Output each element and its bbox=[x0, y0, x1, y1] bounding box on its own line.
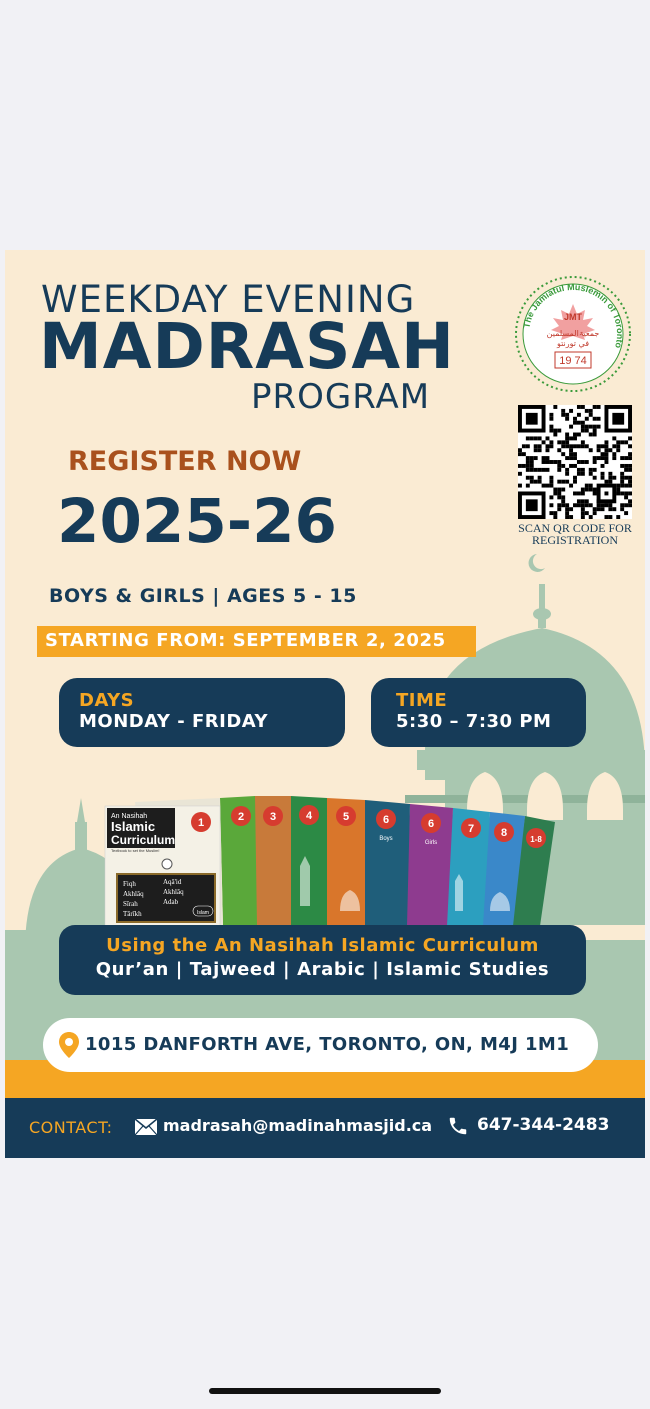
address-text: 1015 DANFORTH AVE, TORONTO, ON, M4J 1M1 bbox=[85, 1034, 570, 1055]
contact-label: CONTACT: bbox=[29, 1118, 113, 1137]
svg-text:2: 2 bbox=[237, 811, 245, 823]
phone-link[interactable]: 647-344-2483 bbox=[477, 1115, 610, 1135]
time-label: TIME bbox=[396, 690, 448, 711]
svg-text:JMT: JMT bbox=[564, 312, 582, 322]
svg-text:Aqā'id: Aqā'id bbox=[163, 878, 182, 886]
contact-band bbox=[5, 1098, 645, 1158]
svg-text:Girls: Girls bbox=[424, 840, 438, 846]
school-year: 2025-26 bbox=[57, 486, 337, 557]
start-date-text: STARTING FROM: SEPTEMBER 2, 2025 bbox=[45, 630, 446, 651]
svg-text:Fiqh: Fiqh bbox=[123, 880, 136, 888]
registration-qr-code[interactable] bbox=[518, 405, 632, 519]
curriculum-line-2: Qur’an | Tajweed | Arabic | Islamic Studies bbox=[95, 959, 550, 980]
days-label: DAYS bbox=[79, 690, 135, 711]
svg-text:Sīrah: Sīrah bbox=[123, 900, 138, 908]
time-pill bbox=[371, 678, 586, 747]
svg-text:7: 7 bbox=[467, 823, 475, 835]
svg-text:في تورنتو: في تورنتو bbox=[556, 339, 590, 348]
curriculum-line-1: Using the An Nasihah Islamic Curriculum bbox=[106, 935, 539, 956]
title-line-1: WEEKDAY EVENING bbox=[41, 278, 416, 321]
svg-text:5: 5 bbox=[342, 811, 350, 823]
email-icon bbox=[135, 1119, 157, 1135]
svg-text:6: 6 bbox=[427, 818, 435, 830]
qr-caption-line-2: REGISTRATION bbox=[532, 533, 618, 547]
svg-text:The Jamiatul Muslemin of Toron: The Jamiatul Muslemin of Toronto bbox=[521, 281, 626, 350]
svg-text:Boys: Boys bbox=[379, 836, 393, 842]
location-pin-icon bbox=[59, 1032, 79, 1058]
svg-text:جمعیۃالمسلمین: جمعیۃالمسلمین bbox=[546, 329, 600, 338]
audience-ages: BOYS & GIRLS | AGES 5 - 15 bbox=[49, 585, 357, 607]
title-line-3: PROGRAM bbox=[251, 377, 431, 417]
svg-text:1-8: 1-8 bbox=[530, 835, 542, 844]
svg-text:Tārīkh: Tārīkh bbox=[123, 910, 142, 918]
curriculum-books-illustration bbox=[95, 786, 565, 926]
svg-text:1: 1 bbox=[197, 817, 205, 829]
days-value: MONDAY - FRIDAY bbox=[79, 711, 269, 732]
svg-text:19 74: 19 74 bbox=[559, 355, 587, 367]
register-now-heading: REGISTER NOW bbox=[68, 446, 302, 477]
svg-text:Islamic: Islamic bbox=[111, 819, 156, 834]
home-indicator[interactable] bbox=[209, 1388, 441, 1394]
svg-text:Islam: Islam bbox=[197, 910, 209, 916]
days-pill bbox=[59, 678, 345, 747]
svg-text:Akhlāq: Akhlāq bbox=[123, 890, 144, 898]
svg-text:Curriculum: Curriculum bbox=[111, 833, 176, 847]
curriculum-box bbox=[59, 925, 586, 995]
qr-caption bbox=[507, 522, 643, 546]
poster bbox=[5, 250, 645, 1158]
address-pill[interactable] bbox=[43, 1018, 598, 1072]
svg-text:3: 3 bbox=[269, 811, 277, 823]
qr-caption-line-1: SCAN QR CODE FOR bbox=[518, 521, 632, 535]
email-link[interactable]: madrasah@madinahmasjid.ca bbox=[163, 1116, 433, 1135]
svg-text:Textbook to set the Muslim!: Textbook to set the Muslim! bbox=[111, 848, 160, 853]
svg-text:Akhlāq: Akhlāq bbox=[163, 888, 184, 896]
svg-text:Adab: Adab bbox=[163, 898, 179, 906]
svg-text:8: 8 bbox=[500, 827, 508, 839]
time-value: 5:30 – 7:30 PM bbox=[396, 711, 552, 732]
title-line-2: MADRASAH bbox=[39, 310, 455, 383]
qr-code-icon bbox=[518, 405, 632, 519]
jmt-seal-logo bbox=[513, 274, 633, 394]
crescent-icon bbox=[529, 554, 545, 572]
svg-text:An Nasihah: An Nasihah bbox=[111, 813, 148, 820]
svg-text:6: 6 bbox=[382, 814, 390, 826]
phone-icon bbox=[447, 1114, 469, 1138]
svg-text:4: 4 bbox=[305, 810, 313, 822]
